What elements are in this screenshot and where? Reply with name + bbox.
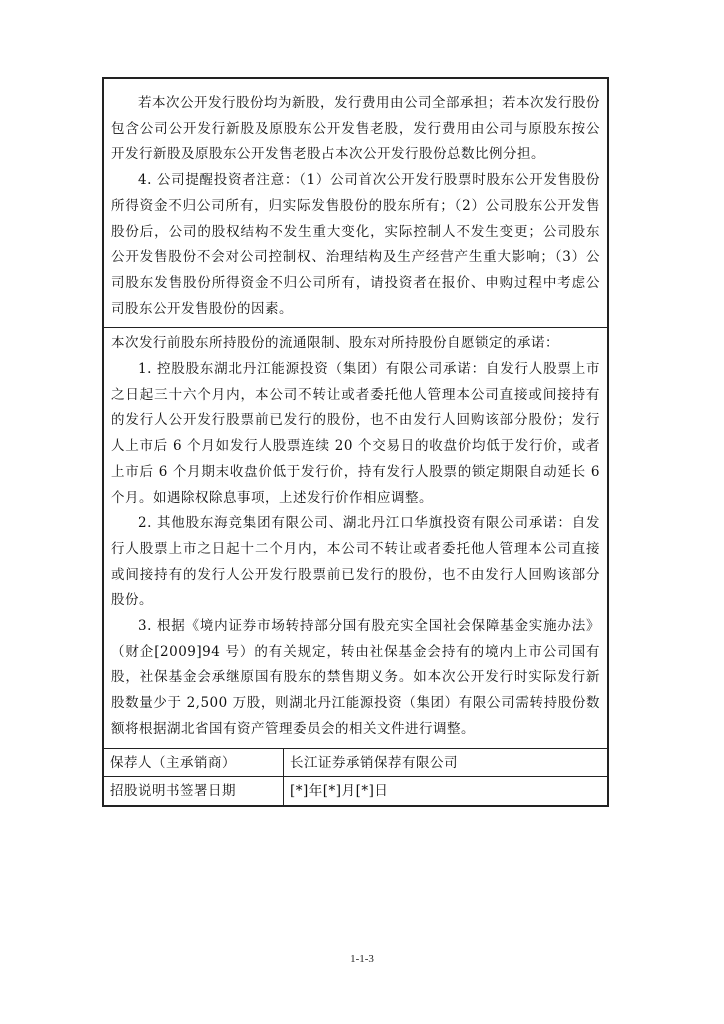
investor-notice-paragraph: 4. 公司提醒投资者注意：（1）公司首次公开发行股票时股东公开发售股份所得资金不归公司所有，归实际发售股份的股东所有；（2）公司股东公开发售股份后，公司的股权结构不发生重大变化，实际控制人不发生变更；公司股东公开发售股份不会对公司控制权、治理结构及生产经营产生重大影响；（3）公司股东发售股份所得资金不归公司所有，请投资者在报价、申购过程中考虑公司股东公开发售股份的因素。 [111, 172, 600, 317]
controlling-shareholder-commitment: 1. 控股股东湖北丹江能源投资（集团）有限公司承诺：自发行人股票上市之日起三十六个月内，本公司不转让或者委托他人管理本公司直接或间接持有的发行人公开发行股票前已发行的股份，也不由发行人回购该部分股份；发行人上市后 6 个月如发行人股票连续 20 个交易日的收盘价均低于发行价，或者上市后 6 个月期末收盘价低于发行价，持有发行人股票的锁定期限自动延长 6 个月。如遇除权除息事项，上述发行价作相应调整。 [111, 361, 600, 506]
state-share-transfer-paragraph: 3. 根据《境内证券市场转持部分国有股充实全国社会保障基金实施办法》（财企[2009]94 号）的有关规定，转由社保基金会持有的境内上市公司国有股，社保基金会承继原国有股东的禁售期义务。如本次公开发行时实际发行新股数量少于 2,500 万股，则湖北丹江能源投资（集团）有限公司需转持股份数额将根据湖北省国有资产管理委员会的相关文件进行调整。 [111, 618, 600, 737]
signing-date-label: 招股说明书签署日期 [104, 777, 284, 805]
issuance-fee-notice-cell [104, 79, 607, 328]
sponsor-row [104, 749, 607, 777]
signing-date-row [104, 777, 607, 805]
fee-allocation-paragraph: 若本次公开发行股份均为新股，发行费用由公司全部承担；若本次发行股份包含公司公开发行新股及原股东公开发售老股，发行费用由公司与原股东按公开发行新股及原股东公开发售老股占本次公开发行股份总数比例分担。 [111, 95, 600, 163]
signing-date-value: [*]年[*]月[*]日 [290, 782, 389, 799]
sponsor-label: 保荐人（主承销商） [104, 749, 284, 776]
sponsor-value: 长江证券承销保荐有限公司 [290, 754, 458, 771]
lockup-commitment-cell [104, 328, 607, 748]
other-shareholders-commitment: 2. 其他股东海竞集团有限公司、湖北丹江口华旗投资有限公司承诺：自发行人股票上市之日起十二个月内，本公司不转让或者委托他人管理本公司直接或间接持有的发行人公开发行股票前已发行的股份，也不由发行人回购该部分股份。 [111, 515, 600, 609]
prospectus-table [102, 77, 609, 807]
lockup-heading: 本次发行前股东所持股份的流通限制、股东对所持股份自愿锁定的承诺： [111, 335, 559, 352]
page-number: 1-1-3 [350, 953, 374, 965]
